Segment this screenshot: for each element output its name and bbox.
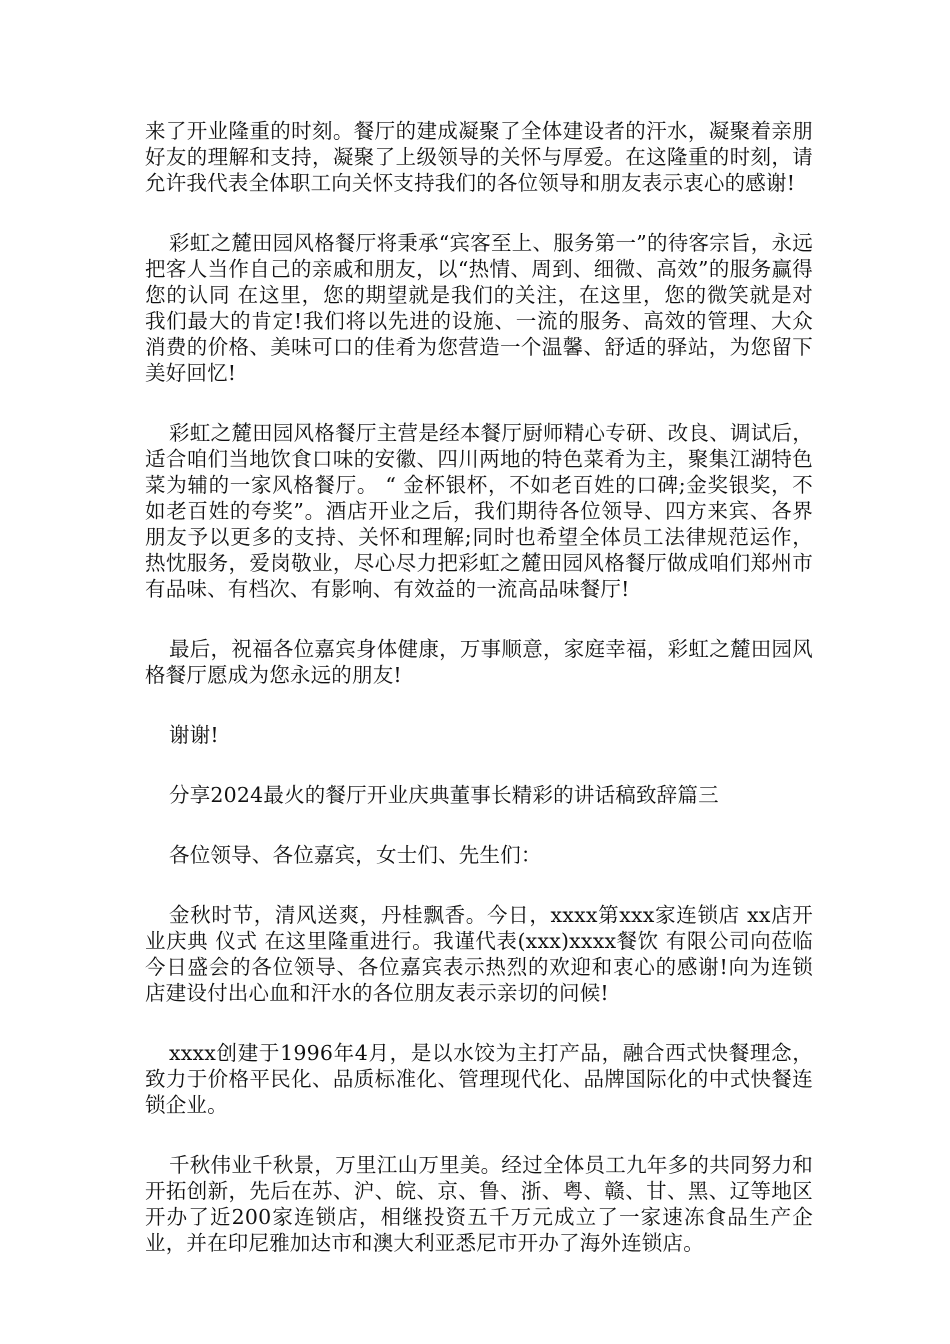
paragraph-cuisine: 彩虹之麓田园风格餐厅主营是经本餐厅厨师精心专研、改良、调试后，适合咱们当地饮食口味的安徽、四川两地的特色菜肴为主，聚集江湖特色菜为辅的一家风格餐厅。 “ 金杯银杯，不如老百姓的口碑;金奖银奖，不如老百姓的夸奖”。酒店开业之后，我们期待各位领导、四方来宾、各界朋友予以更多的支持、关怀和理解;同时也希望全体员工法律规范运作，热忱服务，爱岗敬业，尽心尽力把彩虹之麓田园风格餐厅做成咱们郑州市有品味、有档次、有影响、有效益的一流高品味餐厅!: [145, 421, 813, 601]
paragraph-closing-wishes: 最后，祝福各位嘉宾身体健康，万事顺意，家庭幸福，彩虹之麓田园风格餐厅愿成为您永远的朋友!: [145, 637, 813, 687]
paragraph-continuation: 来了开业隆重的时刻。餐厅的建成凝聚了全体建设者的汗水，凝聚着亲朋好友的理解和支持，凝聚了上级领导的关怀与厚爱。在这隆重的时刻，请允许我代表全体职工向关怀支持我们的各位领导和朋友表示衷心的感谢!: [145, 119, 813, 195]
section-heading: 分享2024最火的餐厅开业庆典董事长精彩的讲话稿致辞篇三: [169, 783, 719, 807]
paragraph-opening-ceremony: 金秋时节，清风送爽，丹桂飘香。今日，xxxx第xxx家连锁店 xx店开业庆典 仪式 在这里隆重进行。我谨代表(xxx)xxxx餐饮 有限公司向莅临今日盛会的各位领导、各位嘉宾表示热烈的欢迎和衷心的感谢!向为连锁店建设付出心血和汗水的各位朋友表示亲切的问候!: [145, 903, 813, 1005]
paragraph-salutation: 各位领导、各位嘉宾，女士们、先生们：: [169, 843, 542, 867]
paragraph-company-intro: xxxx创建于1996年4月，是以水饺为主打产品，融合西式快餐理念，致力于价格平民化、品质标准化、管理现代化、品牌国际化的中式快餐连锁企业。: [145, 1041, 813, 1117]
paragraph-thanks: 谢谢!: [169, 723, 219, 747]
paragraph-service-philosophy: 彩虹之麓田园风格餐厅将秉承“宾客至上、服务第一”的待客宗旨，永远把客人当作自己的亲戚和朋友，以“热情、周到、细微、高效”的服务赢得您的认同 在这里，您的期望就是我们的关注，在这里，您的微笑就是对我们最大的肯定!我们将以先进的设施、一流的服务、高效的管理、大众消费的价格、美味可口的佳肴为您营造一个温馨、舒适的驿站，为您留下美好回忆!: [145, 231, 813, 385]
paragraph-achievements: 千秋伟业千秋景，万里江山万里美。经过全体员工九年多的共同努力和开拓创新，先后在苏、沪、皖、京、鲁、浙、粤、赣、甘、黑、辽等地区开办了近200家连锁店，相继投资五千万元成立了一家速冻食品生产企业，并在印尼雅加达市和澳大利亚悉尼市开办了海外连锁店。: [145, 1153, 813, 1255]
document-body: [145, 118, 813, 1290]
